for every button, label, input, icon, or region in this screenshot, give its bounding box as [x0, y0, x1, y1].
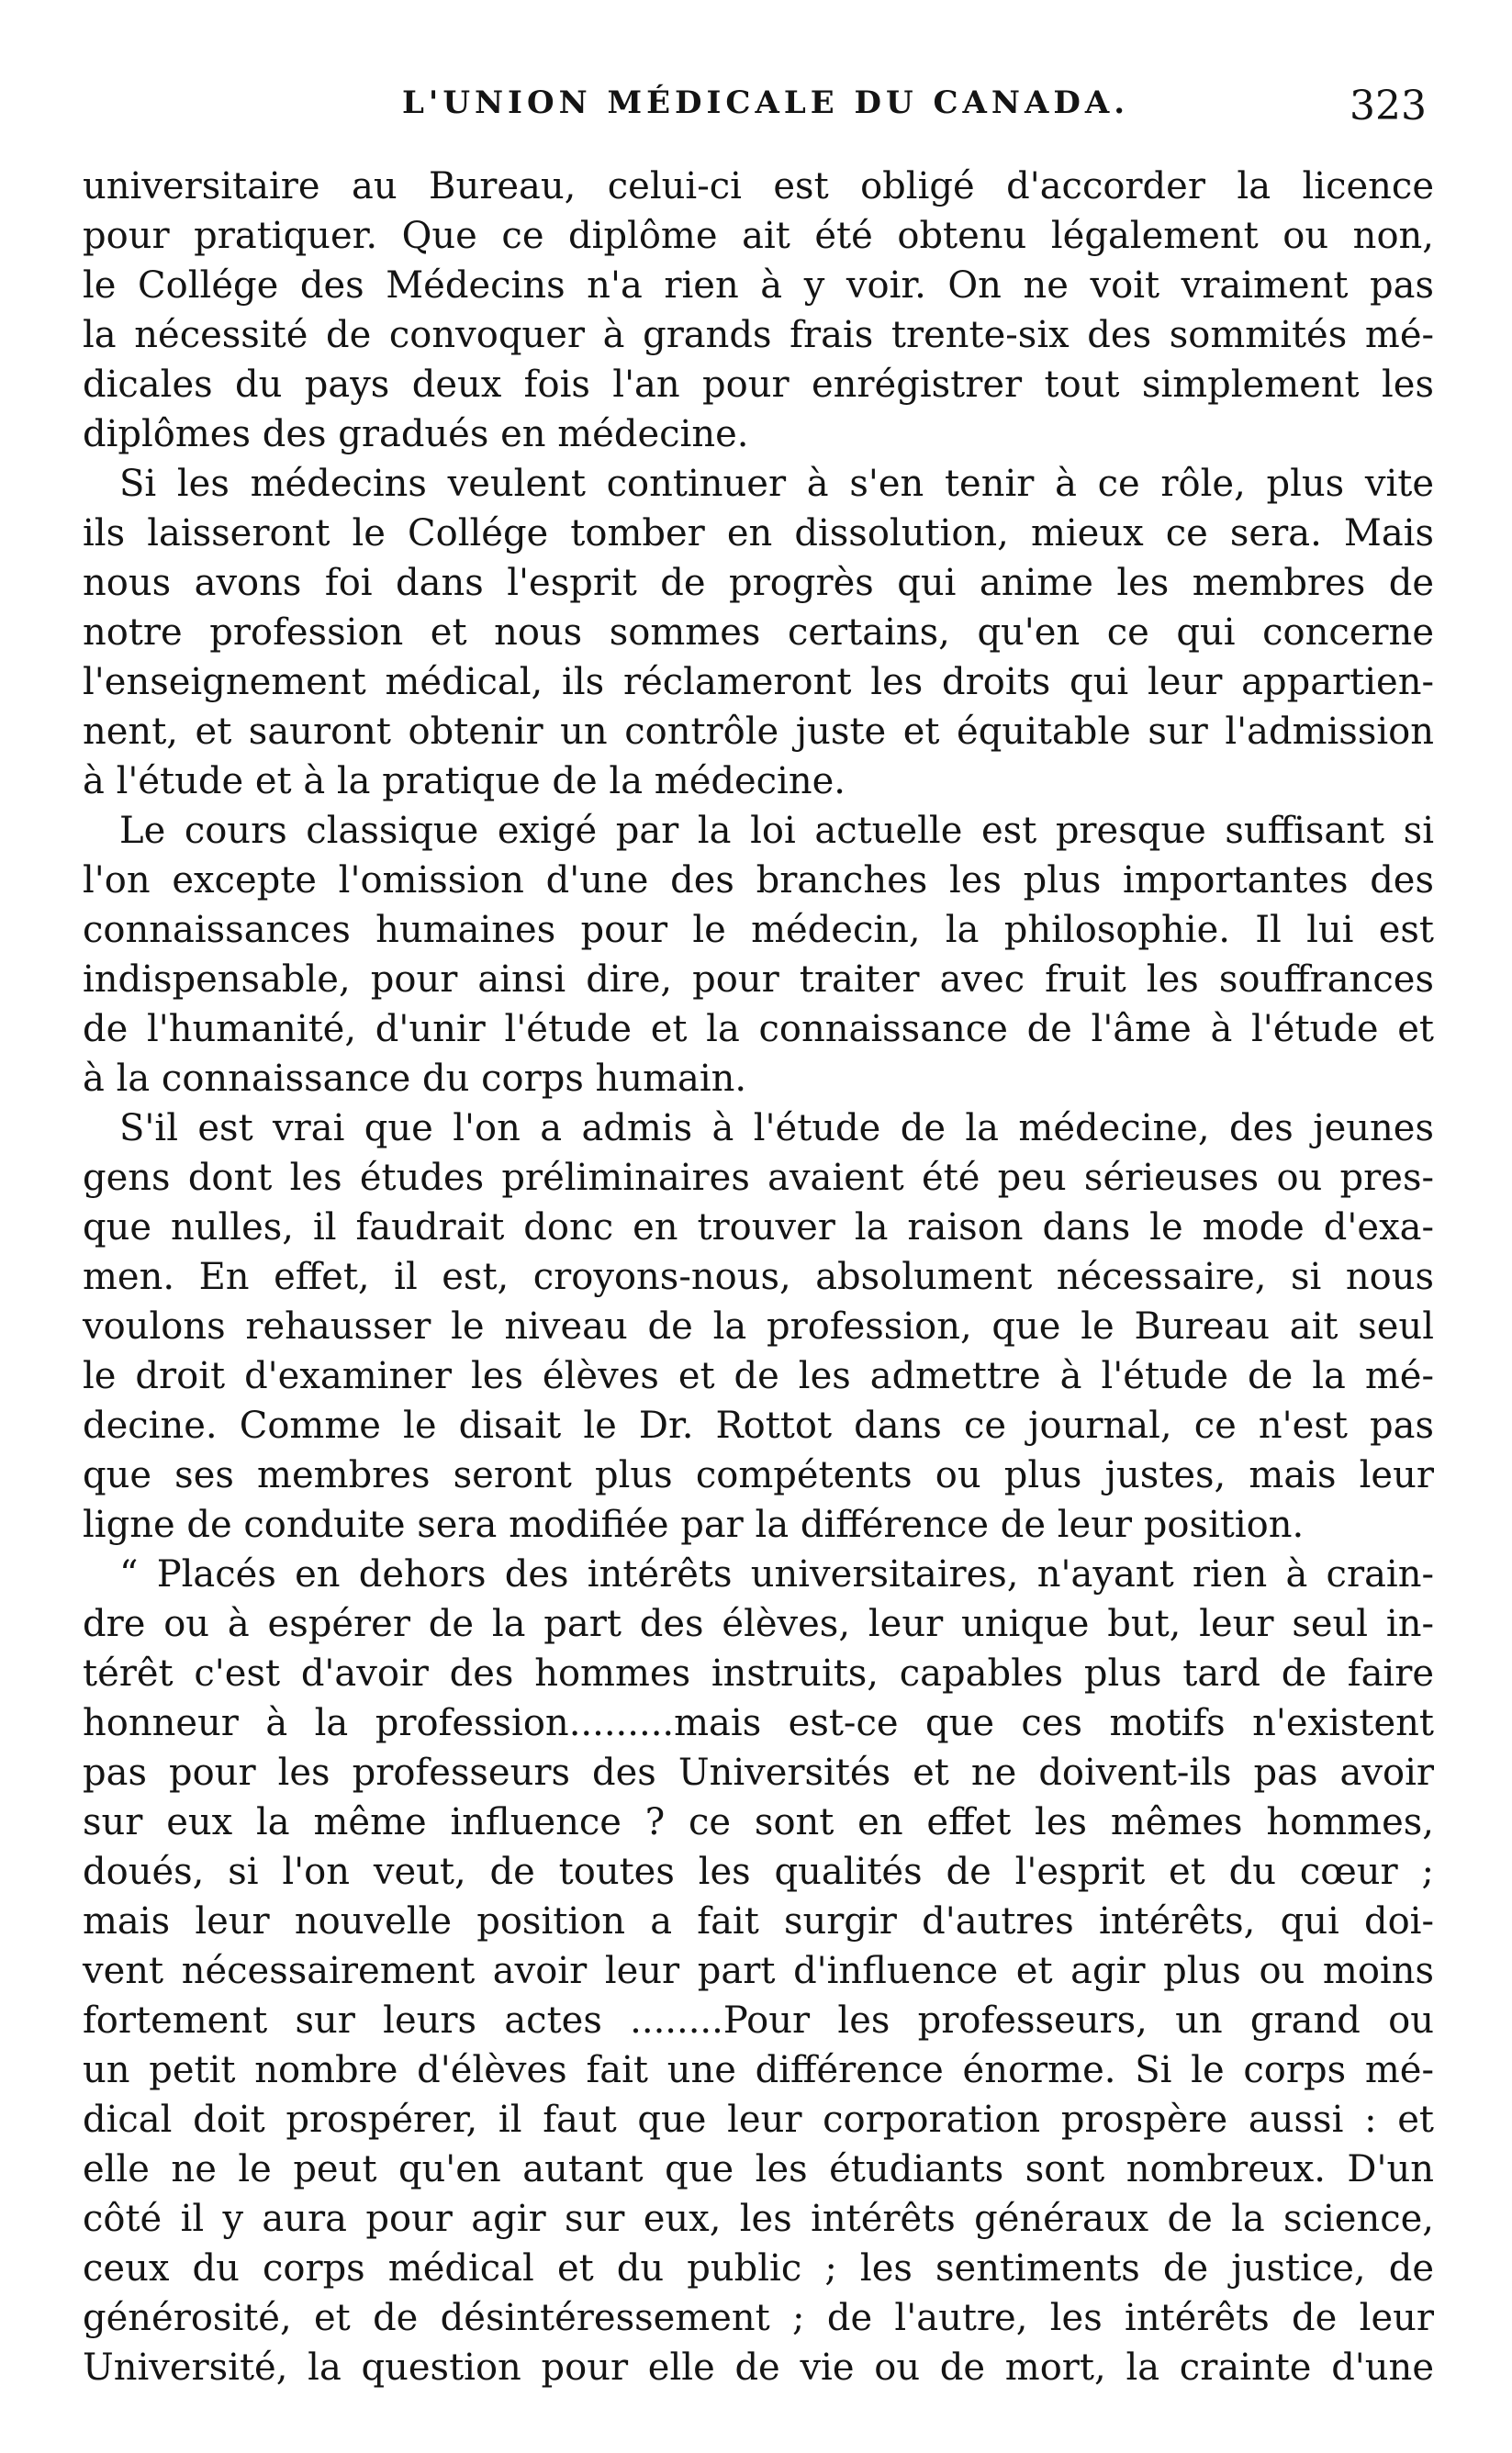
text-line: nent, et sauront obtenir un contrôle juste et équitable sur l'admission: [83, 711, 1434, 753]
page-number: 323: [1350, 83, 1427, 129]
text-line: Le cours classique exigé par la loi actuelle est presque suffisant si: [119, 810, 1434, 852]
text-line: à l'étude et à la pratique de la médecine.: [83, 760, 846, 802]
text-line: vent nécessairement avoir leur part d'influence et agir plus ou moins: [83, 1950, 1434, 1992]
text-line: le Collége des Médecins n'a rien à y voir. On ne voit vraiment pas: [83, 264, 1434, 307]
text-line: men. En effet, il est, croyons-nous, absolument nécessaire, si nous: [83, 1256, 1434, 1298]
text-line: l'enseignement médical, ils réclameront les droits qui leur appartien-: [83, 661, 1434, 703]
text-line: dicales du pays deux fois l'an pour enrégistrer tout simplement les: [83, 364, 1434, 406]
text-line: doués, si l'on veut, de toutes les qualités de l'esprit et du cœur ;: [83, 1851, 1434, 1893]
text-line: “ Placés en dehors des intérêts universitaires, n'ayant rien à crain-: [119, 1553, 1434, 1596]
text-line: notre profession et nous sommes certains, qu'en ce qui concerne: [83, 611, 1434, 654]
text-line: honneur à la profession.........mais est-ce que ces motifs n'existent: [83, 1702, 1434, 1744]
text-line: térêt c'est d'avoir des hommes instruits, capables plus tard de faire: [83, 1652, 1434, 1695]
text-line: l'on excepte l'omission d'une des branches les plus importantes des: [83, 859, 1434, 902]
text-line: Université, la question pour elle de vie ou de mort, la crainte d'une: [83, 2347, 1434, 2389]
text-line: decine. Comme le disait le Dr. Rottot dans ce journal, ce n'est pas: [83, 1405, 1434, 1447]
text-line: gens dont les études préliminaires avaient été peu sérieuses ou pres-: [83, 1157, 1434, 1199]
text-line: fortement sur leurs actes ........Pour les professeurs, un grand ou: [83, 1999, 1434, 2042]
text-line: dre ou à espérer de la part des élèves, leur unique but, leur seul in-: [83, 1603, 1434, 1645]
text-line: que nulles, il faudrait donc en trouver la raison dans le mode d'exa-: [83, 1206, 1434, 1249]
text-line: voulons rehausser le niveau de la profession, que le Bureau ait seul: [83, 1305, 1434, 1348]
text-line: la nécessité de convoquer à grands frais trente-six des sommités mé-: [83, 314, 1434, 356]
text-line: un petit nombre d'élèves fait une différence énorme. Si le corps mé-: [83, 2049, 1434, 2091]
text-line: ils laisseront le Collége tomber en dissolution, mieux ce sera. Mais: [83, 512, 1434, 554]
text-line: Si les médecins veulent continuer à s'en tenir à ce rôle, plus vite: [119, 463, 1434, 505]
text-line: universitaire au Bureau, celui-ci est obligé d'accorder la licence: [83, 165, 1434, 207]
text-line: que ses membres seront plus compétents ou plus justes, mais leur: [83, 1454, 1434, 1496]
text-line: elle ne le peut qu'en autant que les étudiants sont nombreux. D'un: [83, 2148, 1434, 2190]
text-line: dical doit prospérer, il faut que leur corporation prospère aussi : et: [83, 2099, 1434, 2141]
text-line: sur eux la même influence ? ce sont en effet les mêmes hommes,: [83, 1801, 1434, 1843]
text-line: connaissances humaines pour le médecin, la philosophie. Il lui est: [83, 909, 1434, 951]
text-line: à la connaissance du corps humain.: [83, 1058, 747, 1100]
text-line: indispensable, pour ainsi dire, pour traiter avec fruit les souffrances: [83, 958, 1434, 1001]
text-line: S'il est vrai que l'on a admis à l'étude de la médecine, des jeunes: [119, 1107, 1434, 1149]
text-line: pour pratiquer. Que ce diplôme ait été obtenu légalement ou non,: [83, 215, 1434, 257]
text-line: générosité, et de désintéressement ; de l'autre, les intérêts de leur: [83, 2297, 1434, 2339]
text-line: côté il y aura pour agir sur eux, les intérêts généraux de la science,: [83, 2198, 1434, 2240]
text-line: mais leur nouvelle position a fait surgir d'autres intérêts, qui doi-: [83, 1900, 1434, 1943]
page-header: [0, 84, 1512, 149]
text-line: nous avons foi dans l'esprit de progrès qui anime les membres de: [83, 562, 1434, 604]
text-line: ligne de conduite sera modifiée par la différence de leur position.: [83, 1504, 1305, 1546]
text-line: pas pour les professeurs des Universités et ne doivent-ils pas avoir: [83, 1752, 1434, 1794]
text-line: diplômes des gradués en médecine.: [83, 413, 749, 455]
text-line: de l'humanité, d'unir l'étude et la connaissance de l'âme à l'étude et: [83, 1008, 1434, 1050]
running-title: L'UNION MÉDICALE DU CANADA.: [402, 84, 1130, 121]
text-line: le droit d'examiner les élèves et de les admettre à l'étude de la mé-: [83, 1355, 1434, 1397]
text-line: ceux du corps médical et du public ; les sentiments de justice, de: [83, 2247, 1434, 2290]
